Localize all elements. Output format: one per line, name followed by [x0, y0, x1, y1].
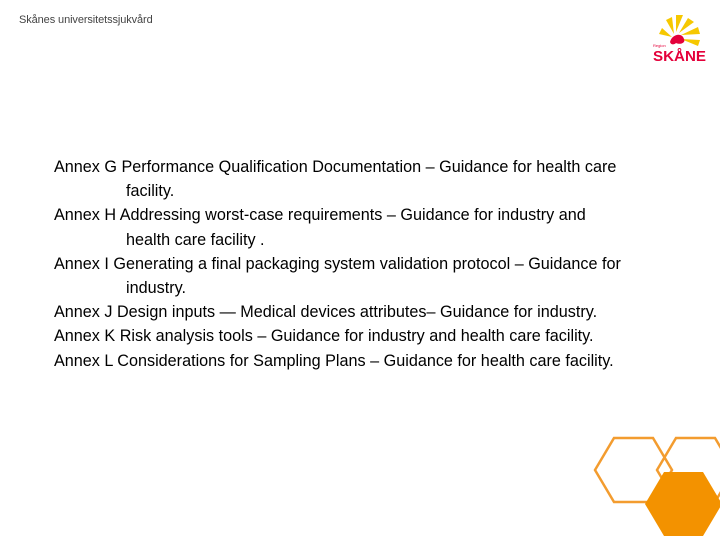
annex-item-line: Annex K Risk analysis tools – Guidance for industry and health care facility. — [54, 327, 594, 346]
annex-item-line: Annex G Performance Qualification Documentation – Guidance for health care — [54, 158, 617, 176]
organization-name: Skånes universitetssjukvård — [19, 14, 153, 26]
annex-item-h — [54, 203, 704, 251]
hexagon-filled — [645, 472, 720, 536]
annex-item-continuation: facility. — [126, 182, 175, 201]
griffin-icon — [670, 35, 684, 45]
annex-item-g — [54, 155, 704, 203]
annex-item-k — [54, 324, 704, 348]
annex-item-j — [54, 300, 704, 324]
annex-item-continuation: health care facility . — [126, 230, 265, 249]
logo-wordmark: SKÅNE — [653, 48, 706, 64]
annex-item-line: Annex I Generating a final packaging system validation protocol – Guidance for — [54, 254, 621, 273]
region-skane-logo — [652, 12, 708, 64]
annex-item-l — [54, 349, 704, 373]
annex-item-line: Annex L Considerations for Sampling Plans – Guidance for health care facility. — [54, 351, 614, 370]
annex-item-i — [54, 252, 704, 300]
annex-item-line: Annex J Design inputs — Medical devices attributes– Guidance for industry. — [54, 303, 598, 322]
annex-item-continuation: industry. — [126, 279, 186, 298]
logo-small-text: Region — [653, 43, 666, 48]
annex-item-line: Annex H Addressing worst-case requirements – Guidance for industry and — [54, 206, 586, 225]
annex-list — [54, 155, 704, 373]
hexagon-decoration — [585, 430, 720, 540]
